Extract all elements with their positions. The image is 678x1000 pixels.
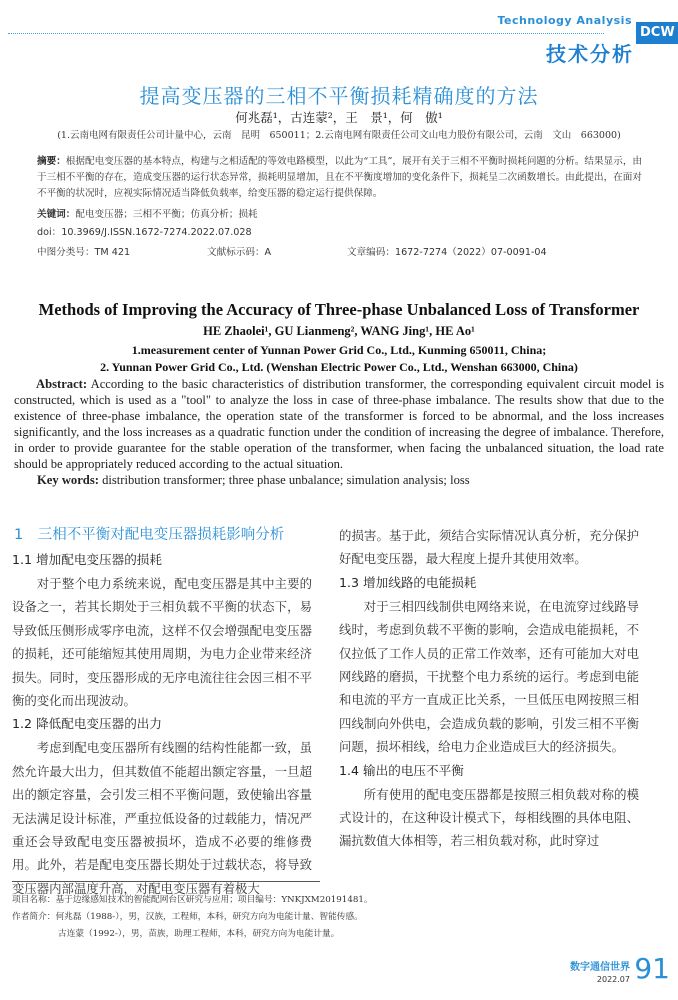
footnote-author-1: 作者简介：何兆磊（1988-），男，汉族，工程师，本科，研究方向为电能计量、智能传感。 — [12, 912, 363, 922]
issue-date: 2022.07 — [596, 975, 630, 984]
paper-title-en: Methods of Improving the Accuracy of Three-phase Unbalanced Loss of Transformer — [38, 300, 640, 319]
abstract-en-label: Abstract: — [36, 377, 88, 391]
section-1-4-heading: 1.4 输出的电压不平衡 — [339, 762, 464, 778]
keywords-en — [37, 473, 470, 488]
article-number: 文章编码：1672-7274（2022）07-0091-04 — [347, 247, 547, 258]
section-1-3-text: 对于三相四线制供电网络来说，在电流穿过线路导线时，考虑到负载不平衡的影响，会造成电能损耗，不仅拉低了工作人员的正常工作效率，还有可能加大对电网线路的磨损，干扰整个电力系统的运行。考虑到电能和电流的平方一直成正比关系，一旦低压电网按照三相四线制向外供电，会造成负载的影响，引发三相不平衡问题，损坏相线，给电力企业造成巨大的经济损失。 — [339, 598, 639, 755]
header-divider — [8, 33, 604, 34]
abstract-cn — [37, 154, 642, 202]
section-1-1-text: 对于整个电力系统来说，配电变压器是其中主要的设备之一，若其长期处于三相负载不平衡的状态下，易导致低压侧形成零序电流，这样不仅会增强配电变压器的损耗，还可能缩短其使用周期，为电力企业带来经济损失。同时，变压器形成的无序电流往往会因三相不平衡的变化而出现波动。 — [12, 576, 312, 709]
section-1-3-heading: 1.3 增加线路的电能损耗 — [339, 574, 477, 590]
doi: doi：10.3969/J.ISSN.1672-7274.2022.07.028 — [37, 227, 252, 238]
affiliation-en-2: 2. Yunnan Power Grid Co., Ltd. (Wenshan Electric Power Co., Ltd., Wenshan 663000, China) — [100, 360, 578, 374]
abstract-cn-text: 根据配电变压器的基本特点，构建与之相适配的等效电路模型，以此为“工具”，展开有关于三相不平衡时损耗问题的分析。结果显示，由于三相不平衡的存在，造成变压器的运行状态异常，损耗明显增加，且在不平衡度增加的变化条件下，损耗呈二次函数增长。由此提出，在面对不平衡的状况时，应视实际情况适当降低负载率，给变压器的稳定运行提供保障。 — [37, 156, 643, 199]
section-1-heading: 1 三相不平衡对配电变压器损耗影响分析 — [14, 527, 285, 543]
footnote-divider — [12, 881, 320, 882]
keywords-en-label: Key words: — [37, 473, 99, 487]
abstract-cn-label: 摘要： — [37, 156, 66, 167]
body-column-left — [12, 522, 312, 900]
document-code: 文献标示码：A — [207, 247, 272, 258]
authors-en: HE Zhaolei¹, GU Lianmeng², WANG Jing¹, HE Ao¹ — [203, 324, 475, 338]
keywords-cn — [37, 206, 258, 220]
footnote-author-2: 古连蒙（1992-），男，苗族，助理工程师，本科，研究方向为电能计量。 — [58, 929, 340, 939]
dcw-badge: DCW — [636, 22, 678, 44]
paper-title-cn: 提高变压器的三相不平衡损耗精确度的方法 — [139, 84, 539, 108]
affiliation-en-1: 1.measurement center of Yunnan Power Grid Co., Ltd., Kunming 650011, China; — [131, 343, 547, 357]
abstract-en-text: According to the basic characteristics of distribution transformer, the corresponding equivalent circuit model is constructed, which is used as a "tool" to analyze the loss in case of three-phase imbalance. The results show that due to the existence of three-phase imbalance, the operation state of the transformer is forced to be abnormal, and the loss increases significantly, and the loss increases as a quadratic function under the condition of increasing the degree of imbalance. Therefore, in order to provide guarantee for the stable operation of the transformer, when facing the unbalanced situation, the load rate should be appropriately reduced according to the actual situation. — [14, 377, 664, 471]
section-1-2-text: 考虑到配电变压器所有线圈的结构性能都一致，虽然允许最大出力，但其数值不能超出额定容量，一旦超出的额定容量，会引发三相不平衡问题，致使输出容量无法满足设计标准，严重拉低设备的过载能力，情况严重还会导致配电变压器被损坏，造成不必要的维修费用。此外，若是配电变压器长期处于过载状态，将导致变压器内部温度升高，对配电变压器有着极大 — [12, 740, 312, 896]
section-label-en: Technology Analysis — [497, 14, 632, 27]
footnotes — [12, 892, 612, 943]
page-number: 91 — [634, 952, 670, 985]
journal-name: 数字通信世界 — [570, 962, 630, 973]
affiliation-cn: (1.云南电网有限责任公司计量中心，云南 昆明 650011；2.云南电网有限责任公司文山电力股份有限公司，云南 文山 663000) — [57, 130, 621, 141]
keywords-en-text: distribution transformer; three phase unbalance; simulation analysis; loss — [102, 473, 470, 487]
section-1-1-heading: 1.1 增加配电变压器的损耗 — [12, 552, 162, 567]
classification-number: 中图分类号：TM 421 — [37, 247, 131, 258]
body-column-right — [339, 524, 639, 853]
section-label-cn: 技术分析 — [546, 42, 634, 66]
keywords-cn-label: 关键词： — [37, 209, 76, 220]
section-1-2-continued: 的损害。基于此，须结合实际情况认真分析，充分保护好配电变压器，最大程度上提升其使用效率。 — [339, 528, 639, 567]
keywords-cn-text: 配电变压器；三相不平衡；仿真分析；损耗 — [75, 209, 258, 220]
section-1-4-text: 所有使用的配电变压器都是按照三相负载对称的模式设计的，在这种设计模式下，每相线圈的具体电阻、漏抗数值大体相等，若三相负载对称，此时穿过 — [339, 786, 639, 849]
section-1-2-heading: 1.2 降低配电变压器的出力 — [12, 716, 162, 732]
authors-cn: 何兆磊¹，古连蒙²，王 景¹，何 傲¹ — [235, 110, 443, 125]
abstract-en — [14, 377, 664, 472]
footnote-project: 项目名称：基于边缘感知技术的智能配网台区研究与应用；项目编号：YNKJXM20191481。 — [12, 895, 373, 905]
